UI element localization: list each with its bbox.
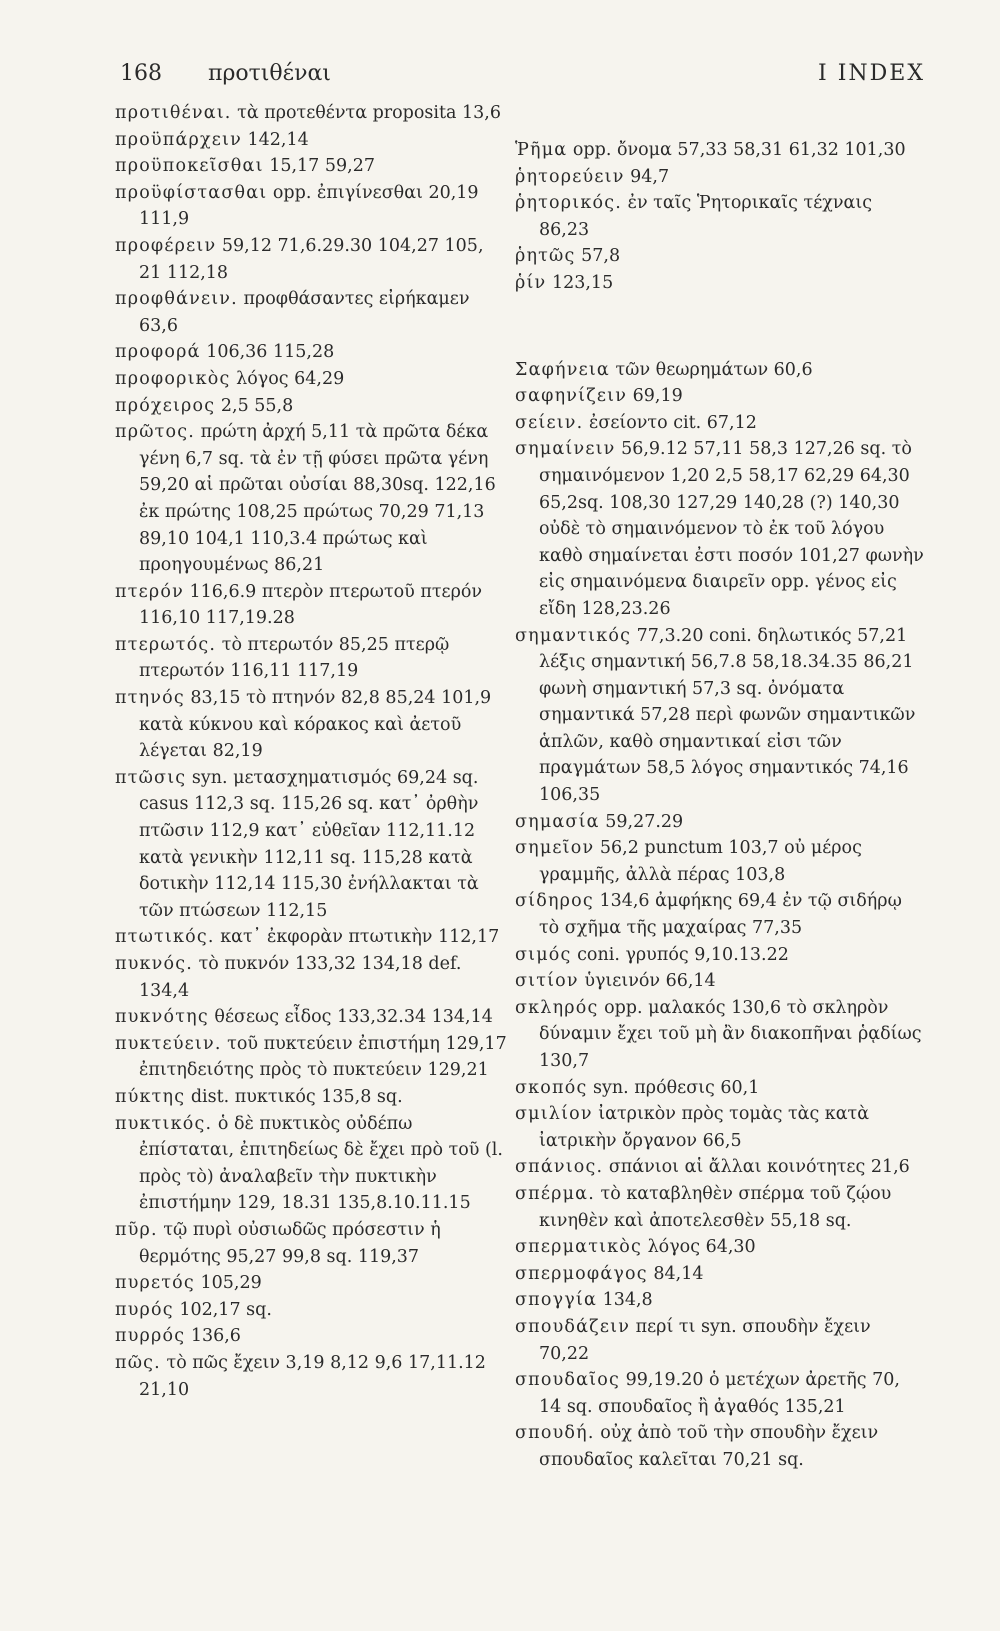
entry-references: τὸ καταβληθὲν σπέρμα τοῦ ζῴου κινηθὲν καὶ ἀποτελεσθὲν 55,18 sq. [539,1183,892,1231]
entry-headword: πυρετός [115,1273,195,1294]
entry-references: 83,15 τὸ πτηνόν 82,8 85,24 101,9 κατὰ κύκνου καὶ κόρακος καὶ ἀετοῦ λέγεται 82,19 [139,688,492,762]
entry-references: 105,29 [200,1273,262,1294]
entry-headword: πύκτης [115,1086,186,1107]
index-entry [515,164,925,191]
entry-headword: σκληρός [515,997,599,1018]
index-entry [515,1287,925,1314]
index-entry [515,835,925,888]
entry-headword: πυκνός. [115,954,194,974]
entry-headword: προφορικὸς [115,368,231,389]
index-entry [115,685,510,765]
entry-headword: ῥίν [515,272,547,293]
entry-headword: πτερωτός. [115,634,217,655]
entry-references: syn. μετασχηματισμός 69,24 sq. casus 112,3 sq. 115,26 sq. κατ᾽ ὀρθὴν πτῶσιν 112,9 κατ᾽ εὐθεῖαν 112,11.12 κατὰ γενικὴν 112,11 sq. 115,28 κατὰ δοτικὴν 112,14 115,30 ἐνήλλακται τὰ τῶν πτώσεων 112,15 [139,767,479,921]
entry-references: 123,15 [551,272,614,293]
index-entry [115,632,510,685]
entry-headword: σπουδή. [515,1423,595,1444]
entry-references: λόγος 64,30 [647,1237,756,1258]
page-number: 168 [120,61,162,86]
entry-headword: πυκτεύειν. [115,1033,222,1054]
entry-references: 59,12 71,6.29.30 104,27 105, 21 112,18 [139,235,484,283]
entry-headword: σπάνιος. [515,1157,604,1178]
entry-headword: σημεῖον [515,838,595,859]
entry-headword: σπουδάζειν [515,1316,631,1337]
entry-headword: Ῥῆμα [515,140,568,160]
entry-headword: ῥητορικός. [515,193,622,214]
entry-headword: σμιλίον [515,1104,593,1125]
entry-headword: πτῶσις [115,767,187,788]
entry-references: λόγος 64,29 [236,368,345,389]
entry-references: 102,17 sq. [179,1299,272,1320]
entry-headword: ῥητορεύειν [515,166,625,187]
entry-references: προφθάσαντες εἰρήκαμεν 63,6 [139,289,470,336]
entry-headword: προφθάνειν. [115,289,238,310]
entry-references: 99,19.20 ὁ μετέχων ἀρετῆς 70, 14 sq. σπουδαῖος ἢ ἀγαθός 135,21 [539,1370,900,1417]
page-header [120,56,925,92]
index-entry [515,968,925,995]
index-entry [515,270,925,297]
entry-headword: σημασία [515,811,600,832]
right-column [515,137,925,1474]
entry-headword: πτηνός [115,688,185,709]
entry-references: 77,3.20 coni. δηλωτικός 57,21 λέξις σημαντική 56,7.8 58,18.34.35 86,21 φωνὴ σημαντική 57,3 sq. ὀνόματα σημαντικά 57,28 περὶ φωνῶν σημαντικῶν ἁπλῶν, καθὸ σημαντικαί εἰσι τῶν πραγμάτων 58,5 λόγος σημαντικός 74,16 106,35 [539,625,916,806]
entry-headword: σπερμοφάγος [515,1263,648,1284]
entry-headword: πρῶτος. [115,422,196,443]
index-entry [115,765,510,925]
index-entry [515,1420,925,1473]
entry-references: dist. πυκτικός 135,8 sq. [190,1086,403,1107]
entry-headword: ῥητῶς [515,246,576,267]
index-entry [115,1217,510,1270]
entry-headword: πρόχειρος [115,395,216,416]
entry-references: 106,36 115,28 [206,342,335,363]
entry-references: ὁ δὲ πυκτικὸς οὐδέπω ἐπίσταται, ἐπιτηδείως δὲ ἔχει πρὸ τοῦ (l. πρὸς τὸ) ἀναλαβεῖν τὴν πυκτικὴν ἐπιστήμην 129, 18.31 135,8.10.11.15 [139,1113,503,1214]
entry-headword: προφορά [115,342,201,363]
index-entry [115,233,510,286]
entry-references: opp. ὄνομα 57,33 58,31 61,32 101,30 [572,140,906,160]
entry-headword: πτωτικός. [115,927,215,948]
index-entry [515,1181,925,1234]
index-entry [115,153,510,180]
entry-references: τῷ πυρὶ οὐσιωδῶς πρόσεστιν ἡ θερμότης 95,27 99,8 sq. 119,37 [139,1219,441,1267]
index-entry [115,1031,510,1084]
index-entry [115,1084,510,1111]
entry-references: opp. μαλακός 130,6 τὸ σκληρὸν δύναμιν ἔχει τοῦ μὴ ἂν διακοπῆναι ῥᾳδίως 130,7 [539,997,922,1071]
entry-references: περί τι syn. σπουδὴν ἔχειν 70,22 [539,1316,871,1364]
entry-references: syn. πρόθεσις 60,1 [593,1077,760,1098]
entry-headword: σπέρμα. [515,1183,595,1204]
entry-references: τὸ πτερωτόν 85,25 πτερῷ πτερωτόν 116,11 117,19 [139,634,450,682]
entry-references: 59,27.29 [605,811,684,832]
entry-references: τὸ πῶς ἔχειν 3,19 8,12 9,6 17,11.12 21,10 [139,1352,486,1400]
index-entry [115,1111,510,1217]
index-entry [515,436,925,622]
index-entry [515,1314,925,1367]
index-entry [515,942,925,969]
entry-headword: σημαίνειν [515,439,616,460]
entry-references: ἰατρικὸν πρὸς τομὰς τὰς κατὰ ἰατρικὴν ὄργανον 66,5 [539,1104,870,1151]
index-entry [115,393,510,420]
index-entry [515,623,925,809]
entry-references: 57,8 [581,246,621,267]
index-entry [115,1323,510,1350]
index-entry [115,180,510,233]
entry-references: θέσεως εἶδος 133,32.34 134,14 [214,1007,493,1028]
rho-entries [515,137,925,297]
left-column [115,100,510,1403]
entry-headword: πτερόν [115,581,184,602]
index-entry [515,995,925,1075]
entry-headword: σπουδαῖος [515,1370,620,1391]
index-entry [115,1297,510,1324]
entry-headword: σκοπός [515,1077,588,1098]
entry-references: 56,2 punctum 103,7 οὐ μέρος γραμμῆς, ἀλλὰ πέρας 103,8 [539,838,862,885]
index-entry [515,410,925,437]
section-title: I INDEX [818,61,925,86]
index-entry [515,357,925,384]
index-entry [515,190,925,243]
entry-headword: προϋπάρχειν [115,129,242,150]
index-entry [515,809,925,836]
entry-references: coni. γρυπός 9,10.13.22 [577,944,789,965]
entry-references: σπάνιοι αἱ ἄλλαι κοινότητες 21,6 [608,1157,910,1178]
entry-references: 94,7 [630,166,670,187]
entry-headword: πῦρ. [115,1219,158,1240]
letter-gap [515,297,925,357]
entry-references: τῶν θεωρημάτων 60,6 [615,359,813,380]
entry-references: τὰ προτεθέντα proposita 13,6 [237,103,501,123]
entry-references: 15,17 59,27 [269,156,375,177]
index-entry [515,1075,925,1102]
entry-headword: προτιθέναι. [115,103,232,123]
entry-headword: σείειν. [515,412,584,433]
entry-references: opp. ἐπιγίνεσθαι 20,19 111,9 [139,182,479,230]
entry-references: ἐσείοντο cit. 67,12 [588,412,757,433]
index-entry [115,127,510,154]
entry-references: ἐν ταῖς Ῥητορικαῖς τέχναις 86,23 [539,193,873,240]
index-entry [515,383,925,410]
index-entry [515,1261,925,1288]
entry-references: 134,6 ἀμφήκης 69,4 ἐν τῷ σιδήρῳ τὸ σχῆμα τῆς μαχαίρας 77,35 [539,891,902,939]
index-entry [515,1234,925,1261]
entry-headword: πυκτικός. [115,1113,213,1134]
index-entry [115,286,510,339]
entry-references: οὐχ ἀπὸ τοῦ τὴν σπουδὴν ἔχειν σπουδαῖος καλεῖται 70,21 sq. [539,1423,879,1470]
entry-references: 136,6 [190,1326,241,1347]
entry-references: 69,19 [632,386,683,407]
entry-references: τοῦ πυκτεύειν ἐπιστήμη 129,17 ἐπιτηδειότης πρὸς τὸ πυκτεύειν 129,21 [139,1033,507,1081]
index-entry [515,243,925,270]
index-entry [515,1154,925,1181]
entry-headword: σπερματικὸς [515,1237,643,1258]
entry-headword: πυρρός [115,1326,186,1347]
index-entry [515,137,925,164]
index-entry [515,1101,925,1154]
entry-headword: προϋποκεῖσθαι [115,156,264,177]
entry-headword: σιτίον [515,971,579,992]
entry-headword: σιμός [515,944,572,965]
entry-references: πρώτη ἀρχή 5,11 τὰ πρῶτα δέκα γένη 6,7 sq. τὰ ἐν τῇ φύσει πρῶτα γένη 59,20 αἱ πρῶται οὐσίαι 88,30sq. 122,16 ἐκ πρώτης 108,25 πρώτως 70,29 71,13 89,10 104,1 110,3.4 πρώτως καὶ προηγουμένως 86,21 [139,422,496,576]
entry-headword: σίδηρος [515,891,594,912]
index-entry [115,579,510,632]
index-entry [115,1270,510,1297]
entry-references: 134,8 [602,1290,653,1311]
entry-headword: Σαφήνεια [515,359,610,380]
entry-headword: πυρός [115,1299,174,1320]
entry-headword: σαφηνίζειν [515,386,628,407]
entry-headword: προφέρειν [115,235,217,256]
index-entry [115,1350,510,1403]
index-entry [515,888,925,941]
entry-references: ὑγιεινόν 66,14 [584,971,716,992]
entry-references: 2,5 55,8 [220,395,294,416]
index-entry [515,1367,925,1420]
entry-references: 56,9.12 57,11 58,3 127,26 sq. τὸ σημαινόμενον 1,20 2,5 58,17 62,29 64,30 65,2sq. 108,30 127,29 140,28 (?) 140,30 οὐδὲ τὸ σημαινόμενον τὸ ἐκ τοῦ λόγου καθὸ σημαίνεται ἐστι ποσόν 101,27 φωνὴν εἰς σημαινόμενα διαιρεῖν opp. γένος εἰς εἴδη 128,23.26 [539,439,924,619]
entry-references: 84,14 [653,1263,704,1284]
index-entry [115,419,510,579]
entry-references: 116,6.9 πτερὸν πτερωτοῦ πτερόν 116,10 117,19.28 [139,581,483,629]
sigma-entries [515,357,925,1474]
index-entry [115,339,510,366]
index-entry [115,1004,510,1031]
index-entry [115,366,510,393]
entry-headword: πυκνότης [115,1007,209,1028]
index-entry [115,100,510,127]
index-entry [115,924,510,951]
entry-references: τὸ πυκνόν 133,32 134,18 def. 134,4 [139,954,462,1001]
running-headword: προτιθέναι [208,61,331,86]
entry-headword: προϋφίστασθαι [115,182,268,203]
entry-headword: πῶς. [115,1352,161,1373]
entry-headword: σπογγία [515,1290,597,1311]
entry-headword: σημαντικός [515,625,632,646]
entry-references: κατ᾽ ἐκφορὰν πτωτικὴν 112,17 [220,927,500,948]
index-entry [115,951,510,1004]
entry-references: 142,14 [247,129,309,150]
